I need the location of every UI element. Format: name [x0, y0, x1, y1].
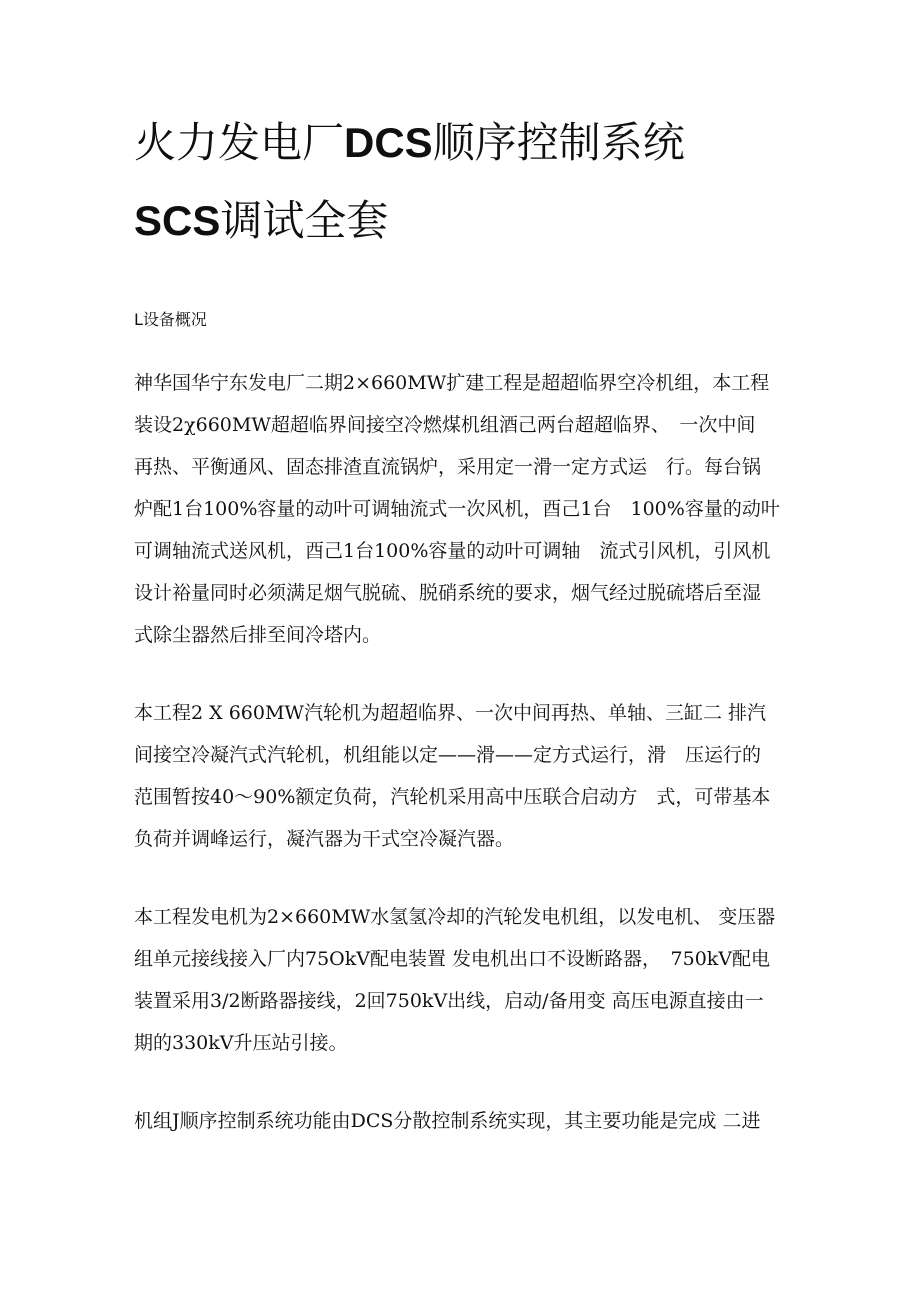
paragraph-line: 负荷并调峰运行，凝汽器为干式空冷凝汽器。 [134, 828, 515, 850]
title-line-1-suffix: 顺序控制系统 [432, 118, 685, 167]
title-line-1-latin: DCS [344, 119, 433, 166]
paragraph-line: 炉配1台100%容量的动叶可调轴流式一次风机，酉己1台 100%容量的动叶 [134, 498, 780, 520]
paragraph-line: 间接空冷凝汽式汽轮机，机组能以定——滑——定方式运行，滑 压运行的 [134, 744, 762, 766]
paragraph-line: 神华国华宁东发电厂二期2×660MW扩建工程是超超临界空冷机组，本工程 [134, 372, 770, 394]
paragraph-line: 本工程发电机为2×660MW水氢氢冷却的汽轮发电机组，以发电机、 变压器 [134, 906, 776, 928]
section-heading: L设备概况 [134, 310, 207, 329]
paragraph-turbine [134, 692, 800, 860]
paragraph-line: 期的330kV升压站引接。 [134, 1032, 348, 1054]
paragraph-overview [134, 362, 800, 656]
paragraph-line: 可调轴流式送风机，酉己1台100%容量的动叶可调轴 流式引风机，引风机 [134, 540, 771, 562]
document-title [134, 108, 800, 256]
title-line-1 [134, 108, 800, 178]
paragraph-line: 装置采用3/2断路器接线，2回750kV出线，启动/备用变 高压电源直接由一 [134, 990, 764, 1012]
title-line-2-latin: SCS [134, 197, 221, 244]
paragraph-control-system [134, 1100, 800, 1142]
paragraph-line: 装设2χ660MW超超临界间接空冷燃煤机组酒己两台超超临界、 一次中间 [134, 414, 756, 436]
paragraph-line: 本工程2 X 660MW汽轮机为超超临界、一次中间再热、单轴、三缸二 排汽 [134, 702, 766, 724]
title-line-2 [134, 186, 800, 256]
paragraph-line: 设计裕量同时必须满足烟气脱硫、脱硝系统的要求，烟气经过脱硫塔后至湿 [134, 582, 762, 604]
paragraph-line: 组单元接线接入厂内75OkV配电装置 发电机出口不设断路器， 750kV配电 [134, 948, 771, 970]
paragraph-line: 范围暂按40～90%额定负荷，汽轮机采用高中压联合启动方 式，可带基本 [134, 786, 771, 808]
paragraph-line: 再热、平衡通风、固态排渣直流锅炉，采用定一滑一定方式运 行。每台锅 [134, 456, 762, 478]
paragraph-line: 机组J顺序控制系统功能由DCS分散控制系统实现，其主要功能是完成 二进 [134, 1110, 761, 1132]
paragraph-generator [134, 896, 800, 1064]
title-line-1-prefix: 火力发电厂 [134, 118, 345, 167]
paragraph-line: 式除尘器然后排至间冷塔内。 [134, 624, 382, 646]
title-line-2-suffix: 调试全套 [220, 196, 389, 245]
